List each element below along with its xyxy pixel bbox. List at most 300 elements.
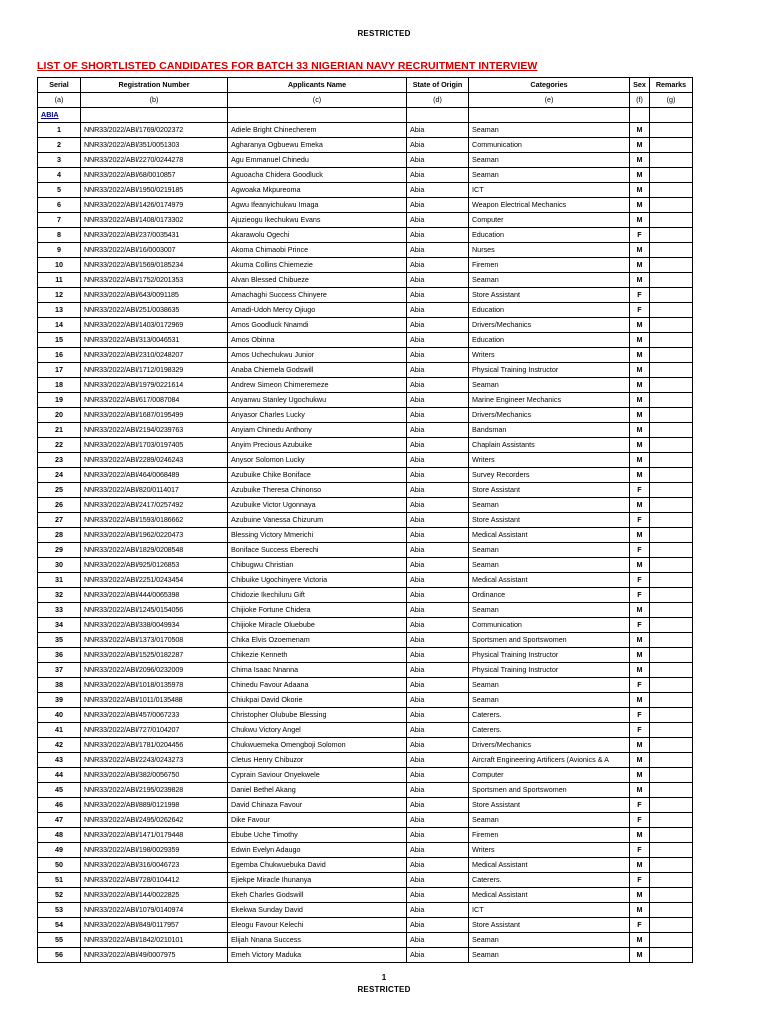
column-header: Remarks (650, 78, 693, 93)
remarks-cell (650, 513, 693, 528)
category-cell: Weapon Electrical Mechanics (469, 198, 630, 213)
category-cell: Writers (469, 453, 630, 468)
registration-number-cell: NNR33/2022/ABI/1842/0210101 (81, 933, 228, 948)
applicant-name-cell: Ajuzieogu Ikechukwu Evans (228, 213, 407, 228)
sex-cell: M (630, 783, 650, 798)
state-cell: Abia (407, 228, 469, 243)
registration-number-cell: NNR33/2022/ABI/1471/0179448 (81, 828, 228, 843)
serial-cell: 56 (38, 948, 81, 963)
state-cell: Abia (407, 693, 469, 708)
registration-number-cell: NNR33/2022/ABI/237/0035431 (81, 228, 228, 243)
serial-cell: 27 (38, 513, 81, 528)
table-row (38, 603, 693, 618)
category-cell: Seaman (469, 153, 630, 168)
serial-cell: 14 (38, 318, 81, 333)
state-cell: Abia (407, 918, 469, 933)
table-row (38, 858, 693, 873)
category-cell: Store Assistant (469, 483, 630, 498)
remarks-cell (650, 273, 693, 288)
applicant-name-cell: Eleogu Favour Kelechi (228, 918, 407, 933)
sex-cell: F (630, 513, 650, 528)
applicant-name-cell: Chikezie Kenneth (228, 648, 407, 663)
state-cell: Abia (407, 168, 469, 183)
remarks-cell (650, 558, 693, 573)
sex-cell: M (630, 153, 650, 168)
category-cell: Drivers/Mechanics (469, 408, 630, 423)
category-cell: Seaman (469, 933, 630, 948)
state-cell: Abia (407, 768, 469, 783)
serial-cell: 39 (38, 693, 81, 708)
sex-cell: M (630, 558, 650, 573)
table-row (38, 243, 693, 258)
state-cell: Abia (407, 888, 469, 903)
registration-number-cell: NNR33/2022/ABI/1408/0173302 (81, 213, 228, 228)
registration-number-cell: NNR33/2022/ABI/1769/0202372 (81, 123, 228, 138)
applicant-name-cell: Chika Elvis Ozoemenam (228, 633, 407, 648)
serial-cell: 46 (38, 798, 81, 813)
state-cell: Abia (407, 273, 469, 288)
sex-cell: M (630, 498, 650, 513)
state-cell: Abia (407, 378, 469, 393)
applicant-name-cell: Christopher Olubube Blessing (228, 708, 407, 723)
remarks-cell (650, 573, 693, 588)
serial-cell: 20 (38, 408, 81, 423)
registration-number-cell: NNR33/2022/ABI/728/0104412 (81, 873, 228, 888)
applicant-name-cell: Elijah Nnana Success (228, 933, 407, 948)
column-code: (d) (407, 93, 469, 108)
category-cell: Survey Recorders (469, 468, 630, 483)
applicant-name-cell: Amos Obinna (228, 333, 407, 348)
state-cell: Abia (407, 453, 469, 468)
table-row (38, 798, 693, 813)
column-header: Sex (630, 78, 650, 93)
sex-cell: M (630, 258, 650, 273)
state-cell: Abia (407, 828, 469, 843)
remarks-cell (650, 813, 693, 828)
table-row (38, 588, 693, 603)
table-row (38, 618, 693, 633)
applicant-name-cell: Ekeh Charles Godswill (228, 888, 407, 903)
registration-number-cell: NNR33/2022/ABI/2251/0243454 (81, 573, 228, 588)
category-cell: Caterers. (469, 873, 630, 888)
applicant-name-cell: Chijioke Miracle Oluebube (228, 618, 407, 633)
registration-number-cell: NNR33/2022/ABI/382/0056750 (81, 768, 228, 783)
registration-number-cell: NNR33/2022/ABI/444/0065398 (81, 588, 228, 603)
table-row (38, 288, 693, 303)
registration-number-cell: NNR33/2022/ABI/2096/0232009 (81, 663, 228, 678)
serial-cell: 55 (38, 933, 81, 948)
serial-cell: 10 (38, 258, 81, 273)
state-cell: Abia (407, 513, 469, 528)
registration-number-cell: NNR33/2022/ABI/617/0087084 (81, 393, 228, 408)
remarks-cell (650, 288, 693, 303)
state-cell: Abia (407, 303, 469, 318)
sex-cell: M (630, 393, 650, 408)
sex-cell: M (630, 648, 650, 663)
sex-cell: M (630, 138, 650, 153)
sex-cell: M (630, 663, 650, 678)
table-row (38, 438, 693, 453)
serial-cell: 3 (38, 153, 81, 168)
table-row (38, 663, 693, 678)
sex-cell: F (630, 483, 650, 498)
applicant-name-cell: Chima Isaac Nnanna (228, 663, 407, 678)
category-cell: Computer (469, 213, 630, 228)
category-cell: Seaman (469, 543, 630, 558)
applicant-name-cell: Agwu Ifeanyichukwu Imaga (228, 198, 407, 213)
sex-cell: M (630, 453, 650, 468)
applicant-name-cell: Ejiekpe Miracle Ihunanya (228, 873, 407, 888)
sex-cell: M (630, 633, 650, 648)
remarks-cell (650, 693, 693, 708)
category-cell: Education (469, 333, 630, 348)
column-header: Categories (469, 78, 630, 93)
state-cell: Abia (407, 408, 469, 423)
table-row (38, 258, 693, 273)
sex-cell: F (630, 843, 650, 858)
table-row (38, 183, 693, 198)
serial-cell: 8 (38, 228, 81, 243)
registration-number-cell: NNR33/2022/ABI/338/0049934 (81, 618, 228, 633)
state-cell: Abia (407, 423, 469, 438)
applicant-name-cell: Chukwuemeka Omengboji Solomon (228, 738, 407, 753)
registration-number-cell: NNR33/2022/ABI/313/0046531 (81, 333, 228, 348)
table-row (38, 678, 693, 693)
sex-cell: F (630, 228, 650, 243)
applicant-name-cell: Azubuike Chike Boniface (228, 468, 407, 483)
applicant-name-cell: David Chinaza Favour (228, 798, 407, 813)
state-cell: Abia (407, 858, 469, 873)
table-row (38, 273, 693, 288)
category-cell: Drivers/Mechanics (469, 738, 630, 753)
category-cell: Seaman (469, 123, 630, 138)
sex-cell: M (630, 408, 650, 423)
category-cell: Computer (469, 768, 630, 783)
column-code: (e) (469, 93, 630, 108)
applicant-name-cell: Ebube Uche Timothy (228, 828, 407, 843)
category-cell: Drivers/Mechanics (469, 318, 630, 333)
applicant-name-cell: Chiukpai David Okorie (228, 693, 407, 708)
remarks-cell (650, 603, 693, 618)
serial-cell: 16 (38, 348, 81, 363)
serial-cell: 29 (38, 543, 81, 558)
serial-cell: 12 (38, 288, 81, 303)
remarks-cell (650, 348, 693, 363)
remarks-cell (650, 303, 693, 318)
registration-number-cell: NNR33/2022/ABI/2310/0248207 (81, 348, 228, 363)
remarks-cell (650, 138, 693, 153)
applicant-name-cell: Agwoaka Mkpureoma (228, 183, 407, 198)
registration-number-cell: NNR33/2022/ABI/1781/0204456 (81, 738, 228, 753)
state-cell: Abia (407, 663, 469, 678)
category-cell: Store Assistant (469, 798, 630, 813)
serial-cell: 21 (38, 423, 81, 438)
serial-cell: 19 (38, 393, 81, 408)
registration-number-cell: NNR33/2022/ABI/1403/0172969 (81, 318, 228, 333)
applicant-name-cell: Agu Emmanuel Chinedu (228, 153, 407, 168)
state-cell: Abia (407, 198, 469, 213)
table-row (38, 333, 693, 348)
table-row (38, 573, 693, 588)
sex-cell: M (630, 738, 650, 753)
applicant-name-cell: Amachaghi Success Chinyere (228, 288, 407, 303)
sex-cell: M (630, 903, 650, 918)
category-cell: Seaman (469, 168, 630, 183)
registration-number-cell: NNR33/2022/ABI/2194/0239763 (81, 423, 228, 438)
state-cell: Abia (407, 153, 469, 168)
remarks-cell (650, 333, 693, 348)
state-cell: Abia (407, 948, 469, 963)
remarks-cell (650, 198, 693, 213)
state-cell: Abia (407, 258, 469, 273)
category-cell: Seaman (469, 603, 630, 618)
remarks-cell (650, 783, 693, 798)
applicant-name-cell: Adiele Bright Chinecherem (228, 123, 407, 138)
serial-cell: 33 (38, 603, 81, 618)
candidates-table (37, 77, 693, 963)
table-row (38, 138, 693, 153)
table-row (38, 483, 693, 498)
registration-number-cell: NNR33/2022/ABI/198/0029359 (81, 843, 228, 858)
column-code-row (38, 93, 693, 108)
registration-number-cell: NNR33/2022/ABI/1011/0135488 (81, 693, 228, 708)
table-row (38, 543, 693, 558)
applicant-name-cell: Anyasor Charles Lucky (228, 408, 407, 423)
serial-cell: 45 (38, 783, 81, 798)
remarks-cell (650, 243, 693, 258)
applicant-name-cell: Aguoacha Chidera Goodluck (228, 168, 407, 183)
state-cell: Abia (407, 648, 469, 663)
table-row (38, 213, 693, 228)
state-cell: Abia (407, 333, 469, 348)
category-cell: Medical Assistant (469, 573, 630, 588)
remarks-cell (650, 393, 693, 408)
category-cell: Seaman (469, 558, 630, 573)
applicant-name-cell: Edwin Evelyn Adaugo (228, 843, 407, 858)
table-row (38, 468, 693, 483)
sex-cell: F (630, 723, 650, 738)
serial-cell: 23 (38, 453, 81, 468)
table-row (38, 648, 693, 663)
sex-cell: M (630, 423, 650, 438)
serial-cell: 1 (38, 123, 81, 138)
state-cell: Abia (407, 528, 469, 543)
sex-cell: M (630, 603, 650, 618)
registration-number-cell: NNR33/2022/ABI/16/0003007 (81, 243, 228, 258)
category-cell: Seaman (469, 813, 630, 828)
table-row (38, 828, 693, 843)
sex-cell: M (630, 273, 650, 288)
table-row (38, 888, 693, 903)
sex-cell: M (630, 318, 650, 333)
table-row (38, 423, 693, 438)
applicant-name-cell: Alvan Blessed Chibueze (228, 273, 407, 288)
remarks-cell (650, 318, 693, 333)
serial-cell: 6 (38, 198, 81, 213)
remarks-cell (650, 378, 693, 393)
applicant-name-cell: Azubuine Vanessa Chizurum (228, 513, 407, 528)
sex-cell: M (630, 693, 650, 708)
registration-number-cell: NNR33/2022/ABI/1593/0186662 (81, 513, 228, 528)
state-cell: Abia (407, 573, 469, 588)
registration-number-cell: NNR33/2022/ABI/1373/0170508 (81, 633, 228, 648)
applicant-name-cell: Chidozie Ikechiluru Gift (228, 588, 407, 603)
restricted-footer: RESTRICTED (357, 985, 411, 994)
table-row (38, 303, 693, 318)
registration-number-cell: NNR33/2022/ABI/2270/0244278 (81, 153, 228, 168)
category-cell: Seaman (469, 693, 630, 708)
serial-cell: 13 (38, 303, 81, 318)
sex-cell: M (630, 528, 650, 543)
category-cell: Firemen (469, 258, 630, 273)
table-row (38, 348, 693, 363)
table-row (38, 453, 693, 468)
registration-number-cell: NNR33/2022/ABI/351/0051303 (81, 138, 228, 153)
column-code: (b) (81, 93, 228, 108)
remarks-cell (650, 828, 693, 843)
registration-number-cell: NNR33/2022/ABI/49/0007975 (81, 948, 228, 963)
state-cell: Abia (407, 678, 469, 693)
table-row (38, 198, 693, 213)
remarks-cell (650, 528, 693, 543)
column-header: Applicants Name (228, 78, 407, 93)
remarks-cell (650, 618, 693, 633)
remarks-cell (650, 183, 693, 198)
sex-cell: F (630, 918, 650, 933)
serial-cell: 22 (38, 438, 81, 453)
table-row (38, 498, 693, 513)
sex-cell: F (630, 618, 650, 633)
registration-number-cell: NNR33/2022/ABI/316/0046723 (81, 858, 228, 873)
sex-cell: M (630, 168, 650, 183)
registration-number-cell: NNR33/2022/ABI/889/0121998 (81, 798, 228, 813)
table-row (38, 933, 693, 948)
sex-cell: F (630, 708, 650, 723)
state-cell: Abia (407, 498, 469, 513)
state-cell: Abia (407, 873, 469, 888)
serial-cell: 43 (38, 753, 81, 768)
table-row (38, 528, 693, 543)
serial-cell: 48 (38, 828, 81, 843)
state-cell: Abia (407, 483, 469, 498)
sex-cell: M (630, 753, 650, 768)
serial-cell: 31 (38, 573, 81, 588)
sex-cell: M (630, 123, 650, 138)
category-cell: Nurses (469, 243, 630, 258)
sex-cell: M (630, 768, 650, 783)
remarks-cell (650, 768, 693, 783)
serial-cell: 38 (38, 678, 81, 693)
remarks-cell (650, 453, 693, 468)
state-cell: Abia (407, 543, 469, 558)
table-row (38, 378, 693, 393)
category-cell: Communication (469, 618, 630, 633)
registration-number-cell: NNR33/2022/ABI/464/0068489 (81, 468, 228, 483)
table-row (38, 228, 693, 243)
table-row (38, 123, 693, 138)
category-cell: Firemen (469, 828, 630, 843)
remarks-cell (650, 678, 693, 693)
applicant-name-cell: Chinedu Favour Adaana (228, 678, 407, 693)
table-row (38, 393, 693, 408)
sex-cell: M (630, 363, 650, 378)
table-row (38, 318, 693, 333)
remarks-cell (650, 873, 693, 888)
category-cell: Physical Training Instructor (469, 363, 630, 378)
serial-cell: 7 (38, 213, 81, 228)
sex-cell: F (630, 543, 650, 558)
state-cell: Abia (407, 318, 469, 333)
registration-number-cell: NNR33/2022/ABI/2495/0262642 (81, 813, 228, 828)
sex-cell: F (630, 303, 650, 318)
applicant-name-cell: Andrew Simeon Chimeremeze (228, 378, 407, 393)
category-cell: Bandsman (469, 423, 630, 438)
state-cell: Abia (407, 603, 469, 618)
registration-number-cell: NNR33/2022/ABI/1979/0221614 (81, 378, 228, 393)
document-title: LIST OF SHORTLISTED CANDIDATES FOR BATCH 33 NIGERIAN NAVY RECRUITMENT INTERVIEW (37, 60, 538, 72)
table-row (38, 843, 693, 858)
group-row (38, 108, 693, 123)
remarks-cell (650, 753, 693, 768)
applicant-name-cell: Amadi-Udoh Mercy Ojiugo (228, 303, 407, 318)
sex-cell: M (630, 438, 650, 453)
applicant-name-cell: Emeh Victory Maduka (228, 948, 407, 963)
applicant-name-cell: Anyanwu Stanley Ugochukwu (228, 393, 407, 408)
remarks-cell (650, 153, 693, 168)
remarks-cell (650, 933, 693, 948)
remarks-cell (650, 648, 693, 663)
applicant-name-cell: Chukwu Victory Angel (228, 723, 407, 738)
serial-cell: 52 (38, 888, 81, 903)
table-row (38, 918, 693, 933)
registration-number-cell: NNR33/2022/ABI/2417/0257492 (81, 498, 228, 513)
column-code: (c) (228, 93, 407, 108)
restricted-header: RESTRICTED (357, 29, 411, 38)
state-cell: Abia (407, 558, 469, 573)
serial-cell: 26 (38, 498, 81, 513)
category-cell: Writers (469, 348, 630, 363)
table-row (38, 153, 693, 168)
category-cell: ICT (469, 903, 630, 918)
table-row (38, 513, 693, 528)
remarks-cell (650, 123, 693, 138)
serial-cell: 35 (38, 633, 81, 648)
serial-cell: 11 (38, 273, 81, 288)
category-cell: Education (469, 228, 630, 243)
category-cell: Seaman (469, 273, 630, 288)
registration-number-cell: NNR33/2022/ABI/1079/0140974 (81, 903, 228, 918)
table-row (38, 168, 693, 183)
state-cell: Abia (407, 843, 469, 858)
remarks-cell (650, 888, 693, 903)
sex-cell: M (630, 888, 650, 903)
state-cell: Abia (407, 753, 469, 768)
registration-number-cell: NNR33/2022/ABI/925/0126853 (81, 558, 228, 573)
table-row (38, 813, 693, 828)
category-cell: Caterers. (469, 708, 630, 723)
state-cell: Abia (407, 393, 469, 408)
sex-cell: M (630, 213, 650, 228)
remarks-cell (650, 663, 693, 678)
remarks-cell (650, 858, 693, 873)
category-cell: Seaman (469, 948, 630, 963)
applicant-name-cell: Anyiam Chinedu Anthony (228, 423, 407, 438)
remarks-cell (650, 363, 693, 378)
registration-number-cell: NNR33/2022/ABI/1426/0174979 (81, 198, 228, 213)
applicant-name-cell: Cletus Henry Chibuzor (228, 753, 407, 768)
serial-cell: 50 (38, 858, 81, 873)
category-cell: Store Assistant (469, 918, 630, 933)
